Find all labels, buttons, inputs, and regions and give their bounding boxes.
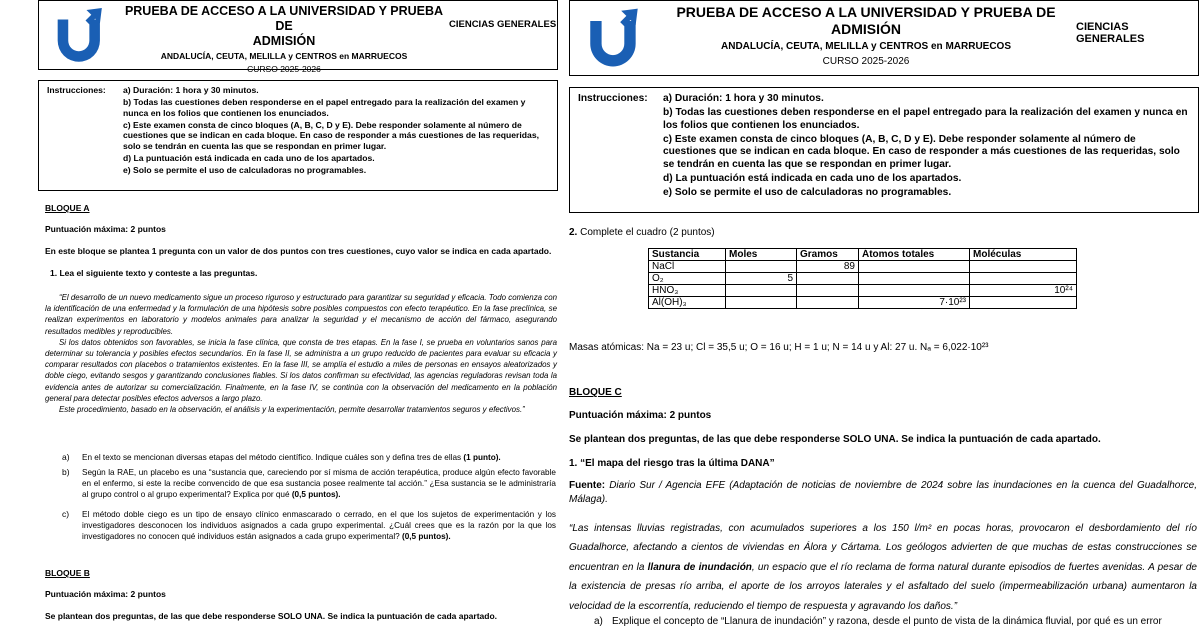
question-b-text: Según la RAE, un placebo es una “sustancia que, careciendo por sí misma de acción terapéutica, produce algún efecto favorable en el enfermo, si este la recibe convencido de que esa sustancia posee realmente tal acción.” ¿Esa sustancia se le administraría al grupo control o al grupo experimental? Explica por qué <box>82 468 556 500</box>
exam-title-line2: ADMISIÓN <box>252 34 316 48</box>
exam-subject: CIENCIAS GENERALES <box>449 19 557 30</box>
question-c-text: El método doble ciego es un tipo de ensayo clínico enmascarado o cerrado, en el que los sujetos de experimentación y los investigadores desconocen los individuos asignados a cada grupo experimental. ¿Cuál crees que es la razón por la que los investigadores no conocen qué individuos están asignados a cada grupo experimental? <box>82 510 556 542</box>
table-cell: O₂ <box>649 273 726 285</box>
question-c-label: c) <box>62 509 70 519</box>
page-gap <box>560 0 568 630</box>
instruction-item: c) Este examen consta de cinco bloques (A, B, C, D y E). Debe responder solamente al número de cuestiones que se indican en cada bloque. En caso de responder a más cuestiones de las requeridas, solo se tendrán en cuenta las que se respondan en primer lugar. <box>123 119 539 151</box>
table-header: Moles <box>726 249 797 261</box>
question-c-score: (0,5 puntos). <box>402 532 451 542</box>
instructions-label: Instrucciones: <box>47 85 106 95</box>
exam-course: CURSO 2025-2026 <box>822 56 910 67</box>
table-cell <box>859 285 970 297</box>
question-b <box>82 467 556 501</box>
question-2 <box>569 226 715 240</box>
instruction-item: b) Todas las cuestiones deben responderse en el papel entregado para la realización del examen y nunca en los folios que contienen los enunciados. <box>123 97 526 118</box>
question-a-label: a) <box>62 452 70 462</box>
question-ca-text: Explique el concepto de “Llanura de inundación” y razona, desde el punto de vista de la dinámica fluvial, por qué es un error <box>612 616 1162 627</box>
table-cell: 89 <box>797 261 859 273</box>
exam-header <box>38 0 558 74</box>
exam-header <box>569 0 1199 76</box>
instruction-item: d) La puntuación está indicada en cada uno de los apartados. <box>663 173 962 185</box>
passage <box>45 292 557 415</box>
question-a <box>82 452 556 463</box>
exam-region: ANDALUCÍA, CEUTA, MELILLA y CENTROS en MARRUECOS <box>160 51 408 61</box>
table-header: Sustancia <box>649 249 726 261</box>
news-quote-bold: llanura de inundación <box>647 561 752 573</box>
bloque-a-intro: En este bloque se plantea 1 pregunta con un valor de dos puntos con tres cuestiones, cuyo valor se indica en cada apartado. <box>45 246 552 256</box>
bloque-c-score: Puntuación máxima: 2 puntos <box>569 410 712 421</box>
question-c <box>82 509 556 543</box>
instruction-item: a) Duración: 1 hora y 30 minutos. <box>123 85 259 95</box>
table-row <box>649 273 1077 285</box>
question-b-score: (0,5 puntos). <box>291 490 341 500</box>
question-ca-label: a) <box>594 616 603 627</box>
source-label: Fuente: <box>569 480 606 491</box>
table-row <box>649 261 1077 273</box>
question-a-score: (1 punto). <box>463 453 501 462</box>
exam-course: CURSO 2025-2026 <box>247 64 321 74</box>
instructions-box <box>569 87 1199 213</box>
table-cell <box>797 285 859 297</box>
table-cell: 10²⁴ <box>970 285 1077 297</box>
instruction-item: e) Solo se permite el uso de calculadoras no programables. <box>123 165 367 176</box>
table-row <box>649 285 1077 297</box>
table-cell <box>859 273 970 285</box>
instructions-label: Instrucciones: <box>578 93 648 104</box>
instructions-box <box>38 80 558 191</box>
table-cell <box>726 285 797 297</box>
instruction-item: d) La puntuación está indicada en cada uno de los apartados. <box>123 153 375 164</box>
news-quote-part1: “Las intensas lluvias registradas, con acumulados superiores a los 150 l/m² en pocas horas, provocaron el desbordamiento del río Guadalhorce, afectando a cientos de viviendas en Álora y Cártama. Los geólogos advierten de que muchas de estas construcciones se encuentran en la <box>569 523 1197 573</box>
table-cell: HNO₃ <box>649 285 726 297</box>
table-cell: 7·10²³ <box>859 297 970 309</box>
table-header-row <box>649 249 1077 261</box>
exam-page-right <box>568 0 1200 630</box>
instruction-item: b) Todas las cuestiones deben responderse en el papel entregado para la realización del examen y nunca en los folios que contienen los enunciados. <box>663 107 1188 131</box>
exam-title-line1: PRUEBA DE ACCESO A LA UNIVERSIDAD Y PRUEBA DE <box>124 4 444 33</box>
table-cell <box>797 273 859 285</box>
table-cell: NaCl <box>649 261 726 273</box>
passage-paragraph: Si los datos obtenidos son favorables, se inicia la fase clínica, que consta de tres etapas. En la fase I, se prueba en voluntarios sanos para determinar su tolerancia y posibles efectos secundarios. En la fase II, se administra a un grupo reducido de pacientes para evaluar su eficacia y comparar resultados con placebos o tratamientos existentes. En la fase III, se amplía el estudio a miles de personas en ensayos aleatorizados y doble ciego, evitando sesgos y garantizando conclusiones fiables. Si los datos confirman su efectividad, las agencias reguladoras revisan toda la evidencia antes de autorizar su comercialización. Finalmente, en la fase IV, se continúa con la observación del medicamento en la población general para detectar posibles efectos adversos a largo plazo. <box>45 337 557 403</box>
passage-paragraph: “El desarrollo de un nuevo medicamento sigue un proceso riguroso y estructurado para garantizar su seguridad y eficacia. Todo comienza con la identificación de una enfermedad y la formulación de una hipótesis sobre posibles compuestos con efecto terapéutico. En la fase preclínica, se realizan experimentos en laboratorio y modelos animales para analizar la seguridad y el mecanismo de acción del fármaco, asegurando resultados medibles y reproducibles. <box>45 293 557 336</box>
bloque-b-score: Puntuación máxima: 2 puntos <box>45 589 166 599</box>
instruction-item: c) Este examen consta de cinco bloques (A, B, C, D y E). Debe responder solamente al número de cuestiones que se indican en cada bloque. En caso de responder a más cuestiones de las requeridas, solo se tendrán en cuenta las que se respondan en primer lugar. <box>663 133 1180 170</box>
exam-title-line2: ADMISIÓN <box>831 21 901 37</box>
exam-region: ANDALUCÍA, CEUTA, MELILLA y CENTROS en MARRUECOS <box>721 41 1011 52</box>
news-quote-part2: , un espacio que el río reclama de forma natural durante episodios de fuertes avenidas. A pesar de la existencia de presas río arriba, el aporte de los arroyos laterales y el asfaltado del suelo (impermeabilización urbana) aumentaron la velocidad de la escorrentía, reduciendo el tiempo de respuesta y agravando los daños.” <box>569 561 1197 612</box>
table-cell <box>970 273 1077 285</box>
table-row <box>649 297 1077 309</box>
bloque-b-intro: Se plantean dos preguntas, de las que debe responderse SOLO UNA. Se indica la puntuación de cada apartado. <box>45 611 498 621</box>
exam-subject: CIENCIAS GENERALES <box>1076 21 1145 45</box>
table-cell <box>726 261 797 273</box>
instruction-item: e) Solo se permite el uso de calculadoras no programables. <box>663 187 952 199</box>
table-cell <box>970 261 1077 273</box>
question-b-label: b) <box>62 467 70 477</box>
table-header: Moléculas <box>970 249 1077 261</box>
table-cell <box>859 261 970 273</box>
atomic-masses: Masas atómicas: Na = 23 u; Cl = 35,5 u; O = 16 u; H = 1 u; N = 14 u y Al: 27 u. Nₐ = 6,022·10²³ <box>569 342 989 353</box>
substances-table <box>648 248 1077 309</box>
university-logo <box>570 1 656 75</box>
question-2-number: 2. <box>569 227 578 238</box>
passage-paragraph: Este procedimiento, basado en la observación, el análisis y la experimentación, permite desarrollar tratamientos seguros y efectivos.” <box>59 405 525 415</box>
bloque-b-title: BLOQUE B <box>45 568 90 578</box>
question-2-text: Complete el cuadro (2 puntos) <box>580 227 715 238</box>
table-cell: 5 <box>726 273 797 285</box>
table-header: Átomos totales <box>859 249 970 261</box>
bloque-c-title: BLOQUE C <box>569 387 622 398</box>
university-logo <box>39 1 119 69</box>
table-cell <box>726 297 797 309</box>
source-text: Diario Sur / Agencia EFE (Adaptación de noticias de noviembre de 2024 sobre las inundaciones en la cuenca del Guadalhorce, Málaga). <box>569 480 1198 505</box>
exam-page-left <box>0 0 560 630</box>
question-a-text: En el texto se mencionan diversas etapas del método científico. Indique cuáles son y defina tres de ellas <box>82 453 462 462</box>
question-1-title: 1. Lea el siguiente texto y conteste a las preguntas. <box>50 268 258 278</box>
question-c1-title: 1. “El mapa del riesgo tras la última DANA” <box>569 458 775 469</box>
instruction-item: a) Duración: 1 hora y 30 minutos. <box>663 93 824 104</box>
bloque-a-score: Puntuación máxima: 2 puntos <box>45 224 166 234</box>
exam-title-line1: PRUEBA DE ACCESO A LA UNIVERSIDAD Y PRUEBA DE <box>676 4 1056 20</box>
table-cell <box>797 297 859 309</box>
bloque-a-title: BLOQUE A <box>45 203 90 213</box>
table-cell <box>970 297 1077 309</box>
table-cell: Al(OH)₃ <box>649 297 726 309</box>
bloque-c-intro: Se plantean dos preguntas, de las que debe responderse SOLO UNA. Se indica la puntuación de cada apartado. <box>569 434 1101 445</box>
news-quote <box>569 519 1197 616</box>
table-header: Gramos <box>797 249 859 261</box>
source <box>569 479 1197 507</box>
